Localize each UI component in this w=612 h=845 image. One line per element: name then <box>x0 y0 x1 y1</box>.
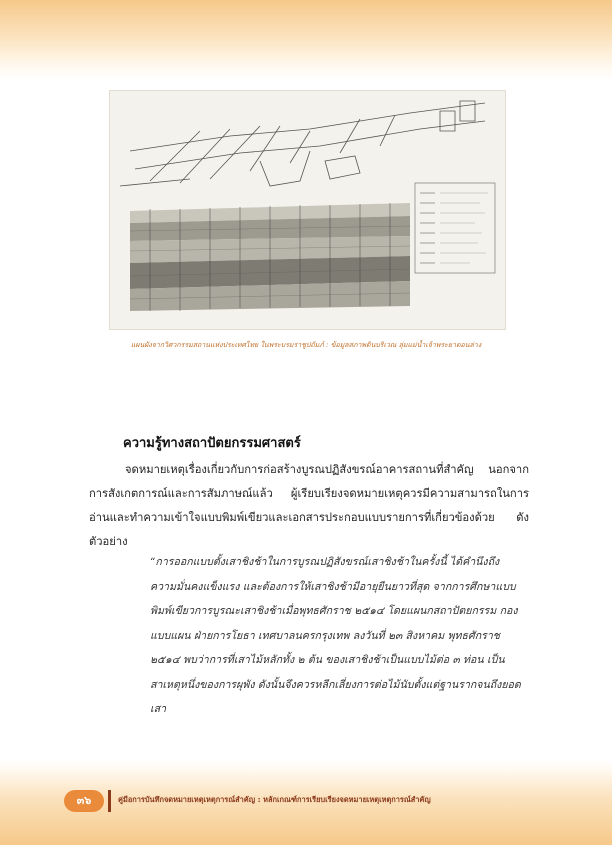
body-paragraph-text: จดหมายเหตุเรื่องเกี่ยวกับการก่อสร้างบูรณปฏิสังขรณ์อาคารสถานที่สำคัญ นอกจากการสังเกตการณ์และการสัมภาษณ์แล้ว ผู้เรียบเรียงจดหมายเหตุควรมีความสามารถในการอ่านและทำความเข้าใจแบบพิมพ์เขียวและเอกสารประกอบแบบรายการที่เกี่ยวข้องด้วย ดังตัวอย่าง <box>89 463 529 548</box>
cross-section-drawing <box>110 91 505 329</box>
footer-book-title: คู่มือการบันทึกจดหมายเหตุเหตุการณ์สำคัญ : หลักเกณฑ์การเรียบเรียงจดหมายเหตุเหตุการณ์สำคัญ <box>118 795 431 804</box>
section-heading: ความรู้ทางสถาปัตยกรรมศาสตร์ <box>123 436 301 451</box>
header-decorative-band <box>0 0 612 80</box>
soil-profile-figure <box>109 90 506 330</box>
quoted-passage: “การออกแบบตั้งเสาชิงช้าในการบูรณปฏิสังขรณ์เสาชิงช้าในครั้งนี้ ได้คำนึงถึงความมั่นคงแข็งแรง และต้องการให้เสาชิงช้ามีอายุยืนยาวที่สุด จากการศึกษาแบบพิมพ์เขียวการบูรณะเสาชิงช้าเมื่อพุทธศักราช ๒๕๑๔ โดยแผนกสถาปัตยกรรม กองแบบแผน ฝ่ายการโยธา เทศบาลนครกรุงเทพ ลงวันที่ ๒๓ สิงหาคม พุทธศักราช ๒๕๑๔ พบว่าการที่เสาไม้หลักทั้ง ๒ ต้น ของเสาชิงช้าเป็นแบบไม้ต่อ ๓ ท่อน เป็นสาเหตุหนึ่งของการผุพัง ดังนั้นจึงควรหลีกเลี่ยงการต่อไม้นับตั้งแต่ฐานรากจนถึงยอดเสา <box>150 556 521 715</box>
footer-divider <box>108 790 111 812</box>
body-paragraph <box>89 458 529 554</box>
figure-caption: แผนผังจากวิศวกรรมสถานแห่งประเทศไทย ในพระบรมราชูปถัมภ์ : ข้อมูลสภาพดินบริเวณ ลุ่มแม่น้ำเจ้าพระยาตอนล่าง <box>130 341 482 349</box>
page-number: ๓๖ <box>64 790 104 812</box>
